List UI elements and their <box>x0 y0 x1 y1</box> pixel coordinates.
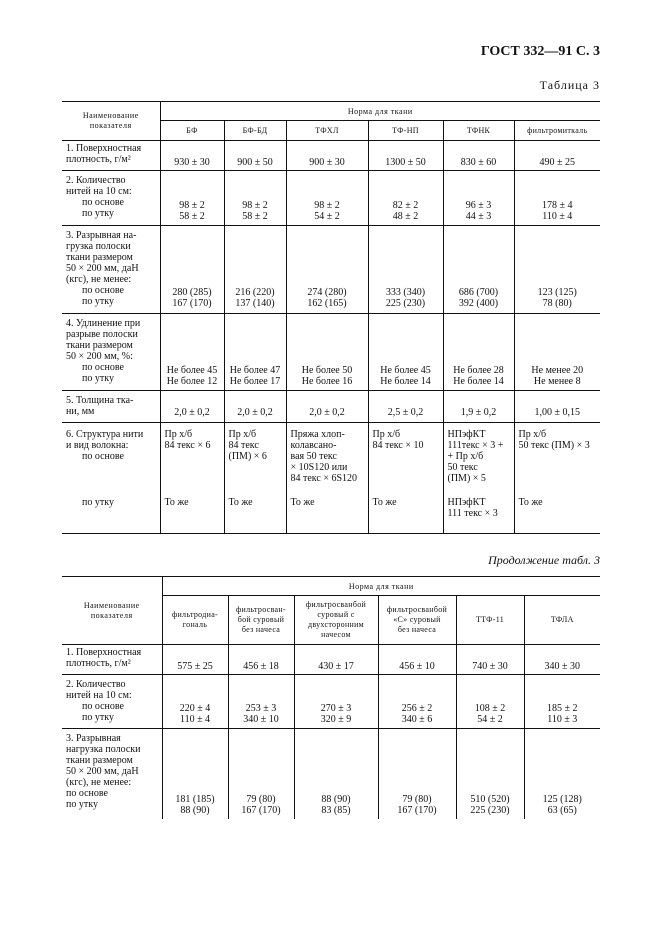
column-header: фильтросванбой «С» суровый без начеса <box>378 596 456 645</box>
table-cell: 2,0 ± 0,2 <box>160 391 224 423</box>
continuation-caption: Продолжение табл. 3 <box>488 553 600 567</box>
table-cell: 430 ± 17 <box>294 645 378 675</box>
table-3 <box>62 101 600 534</box>
table-cell: 2,0 ± 0,2 <box>224 391 286 423</box>
row-label-elongation: 4. Удлинение при разрыве полоски ткани размером 50 × 200 мм, %: по основе по утку <box>62 314 160 391</box>
table-cell: 88 (90) 83 (85) <box>294 729 378 819</box>
table-cell: 220 ± 4 110 ± 4 <box>162 675 228 729</box>
column-header: ТФНК <box>443 121 514 141</box>
column-header: БФ <box>160 121 224 141</box>
table-cell: 1,00 ± 0,15 <box>514 391 600 423</box>
table-cell: 740 ± 30 <box>456 645 524 675</box>
table-cell: 274 (280) 162 (165) <box>286 226 368 314</box>
table-cell: 333 (340) 225 (230) <box>368 226 443 314</box>
table-cell: 181 (185) 88 (90) <box>162 729 228 819</box>
row-label-threads: 2. Количество нитей на 10 см: по основе по утку <box>62 171 160 226</box>
table-cell: 1,9 ± 0,2 <box>443 391 514 423</box>
column-header: фильтросванбой суровый с двухсторонним начесом <box>294 596 378 645</box>
param-header: Наименование показателя <box>62 102 160 141</box>
table-cell: Пряжа хлоп- колавсано- вая 50 текс × 10S120 или 84 текс × 6S120 То же <box>286 423 368 534</box>
row-label-load: 3. Разрывная нагрузка полоски ткани размером 50 × 200 мм, даН (кгс), не менее: по основе по утку <box>62 729 162 819</box>
table-cell: 2,5 ± 0,2 <box>368 391 443 423</box>
table-3-continuation <box>62 576 600 819</box>
table-cell: 98 ± 2 58 ± 2 <box>160 171 224 226</box>
column-header: фильтродиа- гональ <box>162 596 228 645</box>
column-header: ТТФ-11 <box>456 596 524 645</box>
table-cell: 79 (80) 167 (170) <box>378 729 456 819</box>
column-header: ТФХЛ <box>286 121 368 141</box>
table-cell: Не более 45 Не более 14 <box>368 314 443 391</box>
table-cell: 79 (80) 167 (170) <box>228 729 294 819</box>
table-cell: Не более 28 Не более 14 <box>443 314 514 391</box>
table-cell: 340 ± 30 <box>524 645 600 675</box>
table-cell: 216 (220) 137 (140) <box>224 226 286 314</box>
table-cell: 256 ± 2 340 ± 6 <box>378 675 456 729</box>
row-label-density: 1. Поверхностная плотность, г/м² <box>66 647 142 669</box>
table-cell: Пр х/б 50 текс (ПМ) × 3 То же <box>514 423 600 534</box>
table-cell: 125 (128) 63 (65) <box>524 729 600 819</box>
table-cell: 98 ± 2 58 ± 2 <box>224 171 286 226</box>
table-cell: 253 ± 3 340 ± 10 <box>228 675 294 729</box>
table-cell: 510 (520) 225 (230) <box>456 729 524 819</box>
table-cell: 830 ± 60 <box>443 141 514 171</box>
table-cell: 185 ± 2 110 ± 3 <box>524 675 600 729</box>
table-cell: Пр х/б 84 текс × 10 То же <box>368 423 443 534</box>
table-cell: 456 ± 18 <box>228 645 294 675</box>
row-label-thickness: 5. Толщина тка- ни, мм <box>62 391 160 423</box>
table-cell: 490 ± 25 <box>514 141 600 171</box>
table-cell: Не более 50 Не более 16 <box>286 314 368 391</box>
table-cell: 270 ± 3 320 ± 9 <box>294 675 378 729</box>
table-cell: 900 ± 50 <box>224 141 286 171</box>
table-cell: 108 ± 2 54 ± 2 <box>456 675 524 729</box>
norm-header: Норма для ткани <box>160 102 600 121</box>
table-cell: 575 ± 25 <box>162 645 228 675</box>
table-cell: 456 ± 10 <box>378 645 456 675</box>
table-cell: 686 (700) 392 (400) <box>443 226 514 314</box>
row-label-threads: 2. Количество нитей на 10 см: по основе по утку <box>62 675 162 729</box>
column-header: ТФЛА <box>524 596 600 645</box>
table-cell: 930 ± 30 <box>160 141 224 171</box>
column-header: фильтросван- бой суровый без начеса <box>228 596 294 645</box>
table-cell: НПэфКТ 111текс × 3 + + Пр х/б 50 текс (ПМ) × 5 НПэфКТ 111 текс × 3 <box>443 423 514 534</box>
param-header: Наименование показателя <box>62 577 162 645</box>
table-cell: 178 ± 4 110 ± 4 <box>514 171 600 226</box>
column-header: ТФ-НП <box>368 121 443 141</box>
table-cell: Пр х/б 84 текс × 6 То же <box>160 423 224 534</box>
row-label-load: 3. Разрывная на- грузка полоски ткани размером 50 × 200 мм, даН (кгс), не менее: по основе по утку <box>62 226 160 314</box>
norm-header: Норма для ткани <box>162 577 600 596</box>
table-caption: Таблица 3 <box>539 78 600 92</box>
table-cell: Не более 47 Не более 17 <box>224 314 286 391</box>
table-cell: Не более 45 Не более 12 <box>160 314 224 391</box>
column-header: БФ-БД <box>224 121 286 141</box>
table-cell: 280 (285) 167 (170) <box>160 226 224 314</box>
row-label-structure: 6. Структура нити и вид волокна: по основе по утку <box>62 423 160 534</box>
column-header: фильтромиткаль <box>514 121 600 141</box>
table-cell: 123 (125) 78 (80) <box>514 226 600 314</box>
table-cell: 82 ± 2 48 ± 2 <box>368 171 443 226</box>
table-cell: Не менее 20 Не менее 8 <box>514 314 600 391</box>
table-cell: Пр х/б 84 текс (ПМ) × 6 То же <box>224 423 286 534</box>
table-cell: 96 ± 3 44 ± 3 <box>443 171 514 226</box>
table-cell: 900 ± 30 <box>286 141 368 171</box>
table-cell: 2,0 ± 0,2 <box>286 391 368 423</box>
table-cell: 1300 ± 50 <box>368 141 443 171</box>
row-label-density: 1. Поверхностная плотность, г/м² <box>66 143 142 165</box>
table-cell: 98 ± 2 54 ± 2 <box>286 171 368 226</box>
page-header: ГОСТ 332—91 С. 3 <box>480 44 600 59</box>
